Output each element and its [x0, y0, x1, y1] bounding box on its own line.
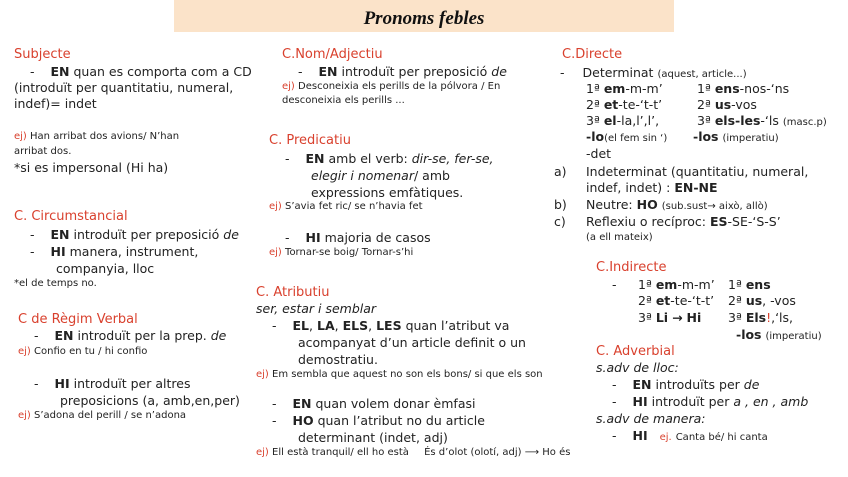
pronoun: ens	[745, 277, 771, 292]
heading-atributiu: C. Atributiu	[256, 285, 330, 300]
text: Determinat	[582, 65, 654, 80]
pronoun: Li	[655, 310, 669, 325]
dash: -	[30, 64, 35, 79]
forms: -te-‘t-t’	[618, 97, 663, 112]
pronoun: em	[603, 81, 626, 96]
forms: -vos	[731, 97, 757, 112]
person: 3ª	[697, 113, 711, 128]
subjecte-note: *si es impersonal (Hi ha)	[14, 160, 169, 175]
dash: -	[612, 428, 617, 443]
comma: ,	[309, 318, 313, 333]
atrib-example2	[256, 447, 570, 458]
note: (imperatiu)	[765, 331, 822, 342]
text: introduït per la prep.	[77, 328, 207, 343]
pronoun: ens	[714, 81, 740, 96]
pronoun-en: EN	[318, 64, 338, 79]
dash: -	[30, 227, 35, 242]
text: Neutre:	[586, 197, 633, 212]
directe-b-label: b)	[554, 197, 567, 212]
nom-example1	[282, 81, 500, 92]
atrib-line5	[272, 413, 485, 428]
circ-note: *el de temps no.	[14, 278, 97, 289]
pronoun: Hi	[686, 310, 702, 325]
circ-line1	[30, 227, 239, 242]
example-text: Ell està tranquil/ ell ho està	[272, 447, 409, 458]
dash: -	[612, 394, 617, 409]
pred-line1	[285, 151, 494, 166]
directe-row5: -det	[586, 146, 612, 161]
nom-line1	[298, 64, 507, 79]
note: (masc.p)	[782, 117, 827, 128]
pronoun-en: EN	[292, 396, 312, 411]
pronoun: els-les	[714, 113, 761, 128]
indirecte-row4	[736, 327, 822, 342]
pronoun: us	[714, 97, 732, 112]
text-italic: a , en , amb	[733, 394, 809, 409]
pronoun-en: EN	[50, 227, 70, 242]
heading-indirecte: C.Indirecte	[596, 260, 667, 275]
text-small: (aquest, article...)	[657, 69, 747, 80]
pronoun: et	[655, 293, 671, 308]
comma: ,	[334, 318, 339, 333]
forms: -m-m’	[625, 81, 663, 96]
text-italic: dir-se, fer-se,	[411, 151, 494, 166]
pronoun-hi: HI	[50, 244, 66, 259]
adverbial-line3	[612, 428, 768, 443]
heading-nom-adjectiu: C.Nom/Adjectiu	[282, 47, 383, 62]
pred-line2	[311, 168, 450, 183]
indirecte-row3-plural	[728, 310, 793, 325]
pronoun-hi: HI	[305, 230, 321, 245]
pronoun: et	[603, 97, 619, 112]
indirecte-row2	[638, 293, 714, 308]
pronoun: Els	[745, 310, 767, 325]
person: 1ª	[697, 81, 711, 96]
pronoun: -los	[736, 327, 762, 342]
person: 1ª	[586, 81, 600, 96]
mark: !	[766, 310, 772, 325]
text-italic: de	[491, 64, 507, 79]
example-tag: ej)	[282, 81, 295, 92]
text: introduït per preposició	[341, 64, 488, 79]
nom-example2: desconeixia els perills ...	[282, 95, 405, 106]
person: 3ª	[638, 310, 652, 325]
text: introduït per preposició	[73, 227, 220, 242]
indirecte-row2-plural	[728, 293, 796, 308]
example-tag: ej)	[18, 410, 31, 421]
dash: -	[34, 376, 39, 391]
circ-line2	[30, 244, 198, 259]
pronoun-els: ELS	[342, 318, 369, 333]
example-text: S’avia fet ric/ se n’havia fet	[285, 201, 423, 212]
text-italic: elegir i nomenar	[311, 168, 414, 183]
subjecte-line3: indef)= indet	[14, 96, 97, 111]
directe-a-line2	[586, 180, 718, 195]
pronoun: ES	[709, 214, 728, 229]
pronoun-la: LA	[316, 318, 335, 333]
pronoun-en: EN	[305, 151, 325, 166]
indirecte-row1	[638, 277, 715, 292]
example-text: Canta bé/ hi canta	[675, 432, 768, 443]
directe-c-note: (a ell mateix)	[586, 232, 653, 243]
note: (imperatiu)	[722, 133, 779, 144]
pronoun-ho: HO	[292, 413, 314, 428]
atrib-line3: demostratiu.	[298, 352, 378, 367]
directe-row3	[586, 113, 659, 128]
directe-row1-plural	[697, 81, 789, 96]
pronoun-en: EN	[632, 377, 652, 392]
heading-adverbial: C. Adverbial	[596, 344, 675, 359]
pronoun: us	[745, 293, 763, 308]
forms: -nos-‘ns	[739, 81, 790, 96]
pronoun-en: EN	[50, 64, 70, 79]
subjecte-line2: (introduït per quantitatiu, numeral,	[14, 80, 234, 95]
indirecte-row3	[638, 310, 701, 325]
indirecte-row1-plural	[728, 277, 771, 292]
dash: -	[34, 328, 39, 343]
pronoun-el: EL	[292, 318, 310, 333]
pronoun: HO	[636, 197, 658, 212]
pronoun-hi: HI	[54, 376, 70, 391]
regim-example1	[18, 346, 147, 357]
note: (el fem sin ‘)	[604, 133, 668, 144]
text: majoria de casos	[324, 230, 431, 245]
text: quan es comporta com a CD	[73, 64, 252, 79]
text: introduït per	[651, 394, 730, 409]
atrib-line4	[272, 396, 475, 411]
person: 1ª	[728, 277, 742, 292]
text: quan l’atribut no du article	[317, 413, 485, 428]
example-text: Confio en tu / hi confio	[34, 346, 148, 357]
text: quan l’atribut va	[405, 318, 510, 333]
pred-line4	[285, 230, 431, 245]
forms: -la,l’,l’,	[616, 113, 660, 128]
directe-row3-plural	[697, 113, 827, 128]
heading-subjecte: Subjecte	[14, 47, 71, 62]
arrow-icon: →	[672, 310, 683, 325]
pred-line3: expressions emfàtiques.	[311, 185, 464, 200]
page-title: Pronoms febles	[363, 8, 485, 29]
text: introduïts per	[655, 377, 740, 392]
subjecte-line1	[30, 64, 252, 79]
heading-predicatiu: C. Predicatiu	[269, 133, 351, 148]
dash: -	[285, 230, 290, 245]
atrib-subtitle: ser, estar i semblar	[256, 301, 377, 316]
person: 2ª	[638, 293, 652, 308]
forms: , -vos	[762, 293, 796, 308]
dash: -	[285, 151, 290, 166]
pred-example2	[269, 247, 413, 258]
forms: ,‘ls,	[771, 310, 794, 325]
text-italic: de	[210, 328, 227, 343]
atrib-line2: acompanyat d’un article definit o un	[298, 335, 526, 350]
pred-example1	[269, 201, 423, 212]
text-italic: de	[743, 377, 760, 392]
adverbial-line2	[612, 394, 808, 409]
forms: -te-‘t-t’	[670, 293, 715, 308]
dash: -	[272, 396, 277, 411]
example-tag: ej)	[269, 201, 282, 212]
indirecte-dash: -	[612, 277, 617, 292]
pronoun-hi: HI	[632, 428, 648, 443]
directe-b-line	[586, 197, 768, 212]
subjecte-example2: arribat dos.	[14, 146, 72, 157]
regim-example2	[18, 410, 186, 421]
example-text: Tornar-se boig/ Tornar-s’hi	[285, 247, 414, 258]
circ-line3: companyia, lloc	[56, 261, 155, 276]
text: quan volem donar èmfasi	[315, 396, 476, 411]
text: Reflexiu o recíproc:	[586, 214, 706, 229]
subjecte-example1	[14, 131, 179, 142]
directe-c-line	[586, 214, 781, 229]
regim-line3: preposicions (a, amb,en,per)	[60, 393, 240, 408]
person: 2ª	[728, 293, 742, 308]
adverbial-sub1: s.adv de lloc:	[596, 360, 679, 375]
directe-c-label: c)	[554, 214, 566, 229]
person: 2ª	[586, 97, 600, 112]
person: 1ª	[638, 277, 652, 292]
adverbial-sub2: s.adv de manera:	[596, 411, 706, 426]
directe-a-line1: Indeterminat (quantitatiu, numeral,	[586, 164, 809, 179]
pronoun: el	[603, 113, 617, 128]
pronoun: -los	[693, 129, 719, 144]
pronoun-hi: HI	[632, 394, 648, 409]
dash: -	[612, 377, 617, 392]
text: introduït per altres	[73, 376, 191, 391]
example-text: Han arribat dos avions/ N’han	[30, 131, 180, 142]
text-small: (sub.sust→ això, allò)	[661, 201, 768, 212]
text-italic: de	[223, 227, 239, 242]
pronoun: -lo	[586, 129, 605, 144]
dash: -	[272, 413, 277, 428]
directe-row4	[586, 129, 667, 144]
pronoun-les: LES	[376, 318, 402, 333]
directe-row1	[586, 81, 663, 96]
directe-row4-plural	[693, 129, 779, 144]
directe-row2-plural	[697, 97, 757, 112]
person: 3ª	[728, 310, 742, 325]
directe-line1	[560, 65, 747, 80]
dash: -	[298, 64, 303, 79]
directe-a-label: a)	[554, 164, 567, 179]
example-text: És d’olot (olotí, adj) ⟶ Ho és	[424, 447, 571, 458]
example-tag: ej)	[14, 131, 27, 142]
example-text: S’adona del perill / se n’adona	[34, 410, 187, 421]
pronoun-en: EN	[54, 328, 74, 343]
example-tag: ej)	[256, 369, 269, 380]
directe-row2	[586, 97, 662, 112]
heading-directe: C.Directe	[562, 47, 623, 62]
atrib-example1	[256, 369, 543, 380]
heading-circumstancial: C. Circumstancial	[14, 209, 128, 224]
example-tag: ej)	[269, 247, 282, 258]
example-tag: ej)	[18, 346, 31, 357]
dash: -	[560, 65, 565, 80]
pronoun: EN-NE	[674, 180, 718, 195]
dash: -	[30, 244, 35, 259]
text: / amb	[413, 168, 450, 183]
atrib-line1	[272, 318, 509, 333]
atrib-line6: determinant (indet, adj)	[298, 430, 448, 445]
heading-regim-verbal: C de Règim Verbal	[18, 312, 138, 327]
regim-line1	[34, 328, 226, 343]
person: 3ª	[586, 113, 600, 128]
forms: -SE-‘S-S’	[727, 214, 781, 229]
example-tag: ej)	[256, 447, 269, 458]
forms: -‘ls	[760, 113, 779, 128]
text: manera, instrument,	[69, 244, 199, 259]
example-text: Em sembla que aquest no son els bons/ si que els son	[272, 369, 543, 380]
text: indef, indet) :	[586, 180, 671, 195]
title-banner	[174, 0, 674, 32]
comma: ,	[368, 318, 373, 333]
adverbial-line1	[612, 377, 759, 392]
dash: -	[272, 318, 277, 333]
example-tag: ej.	[659, 432, 672, 443]
regim-line2	[34, 376, 190, 391]
text: amb el verb:	[328, 151, 408, 166]
forms: -m-m’	[677, 277, 715, 292]
example-text: Desconeixia els perills de la pólvora / En	[298, 81, 501, 92]
person: 2ª	[697, 97, 711, 112]
pronoun: em	[655, 277, 678, 292]
